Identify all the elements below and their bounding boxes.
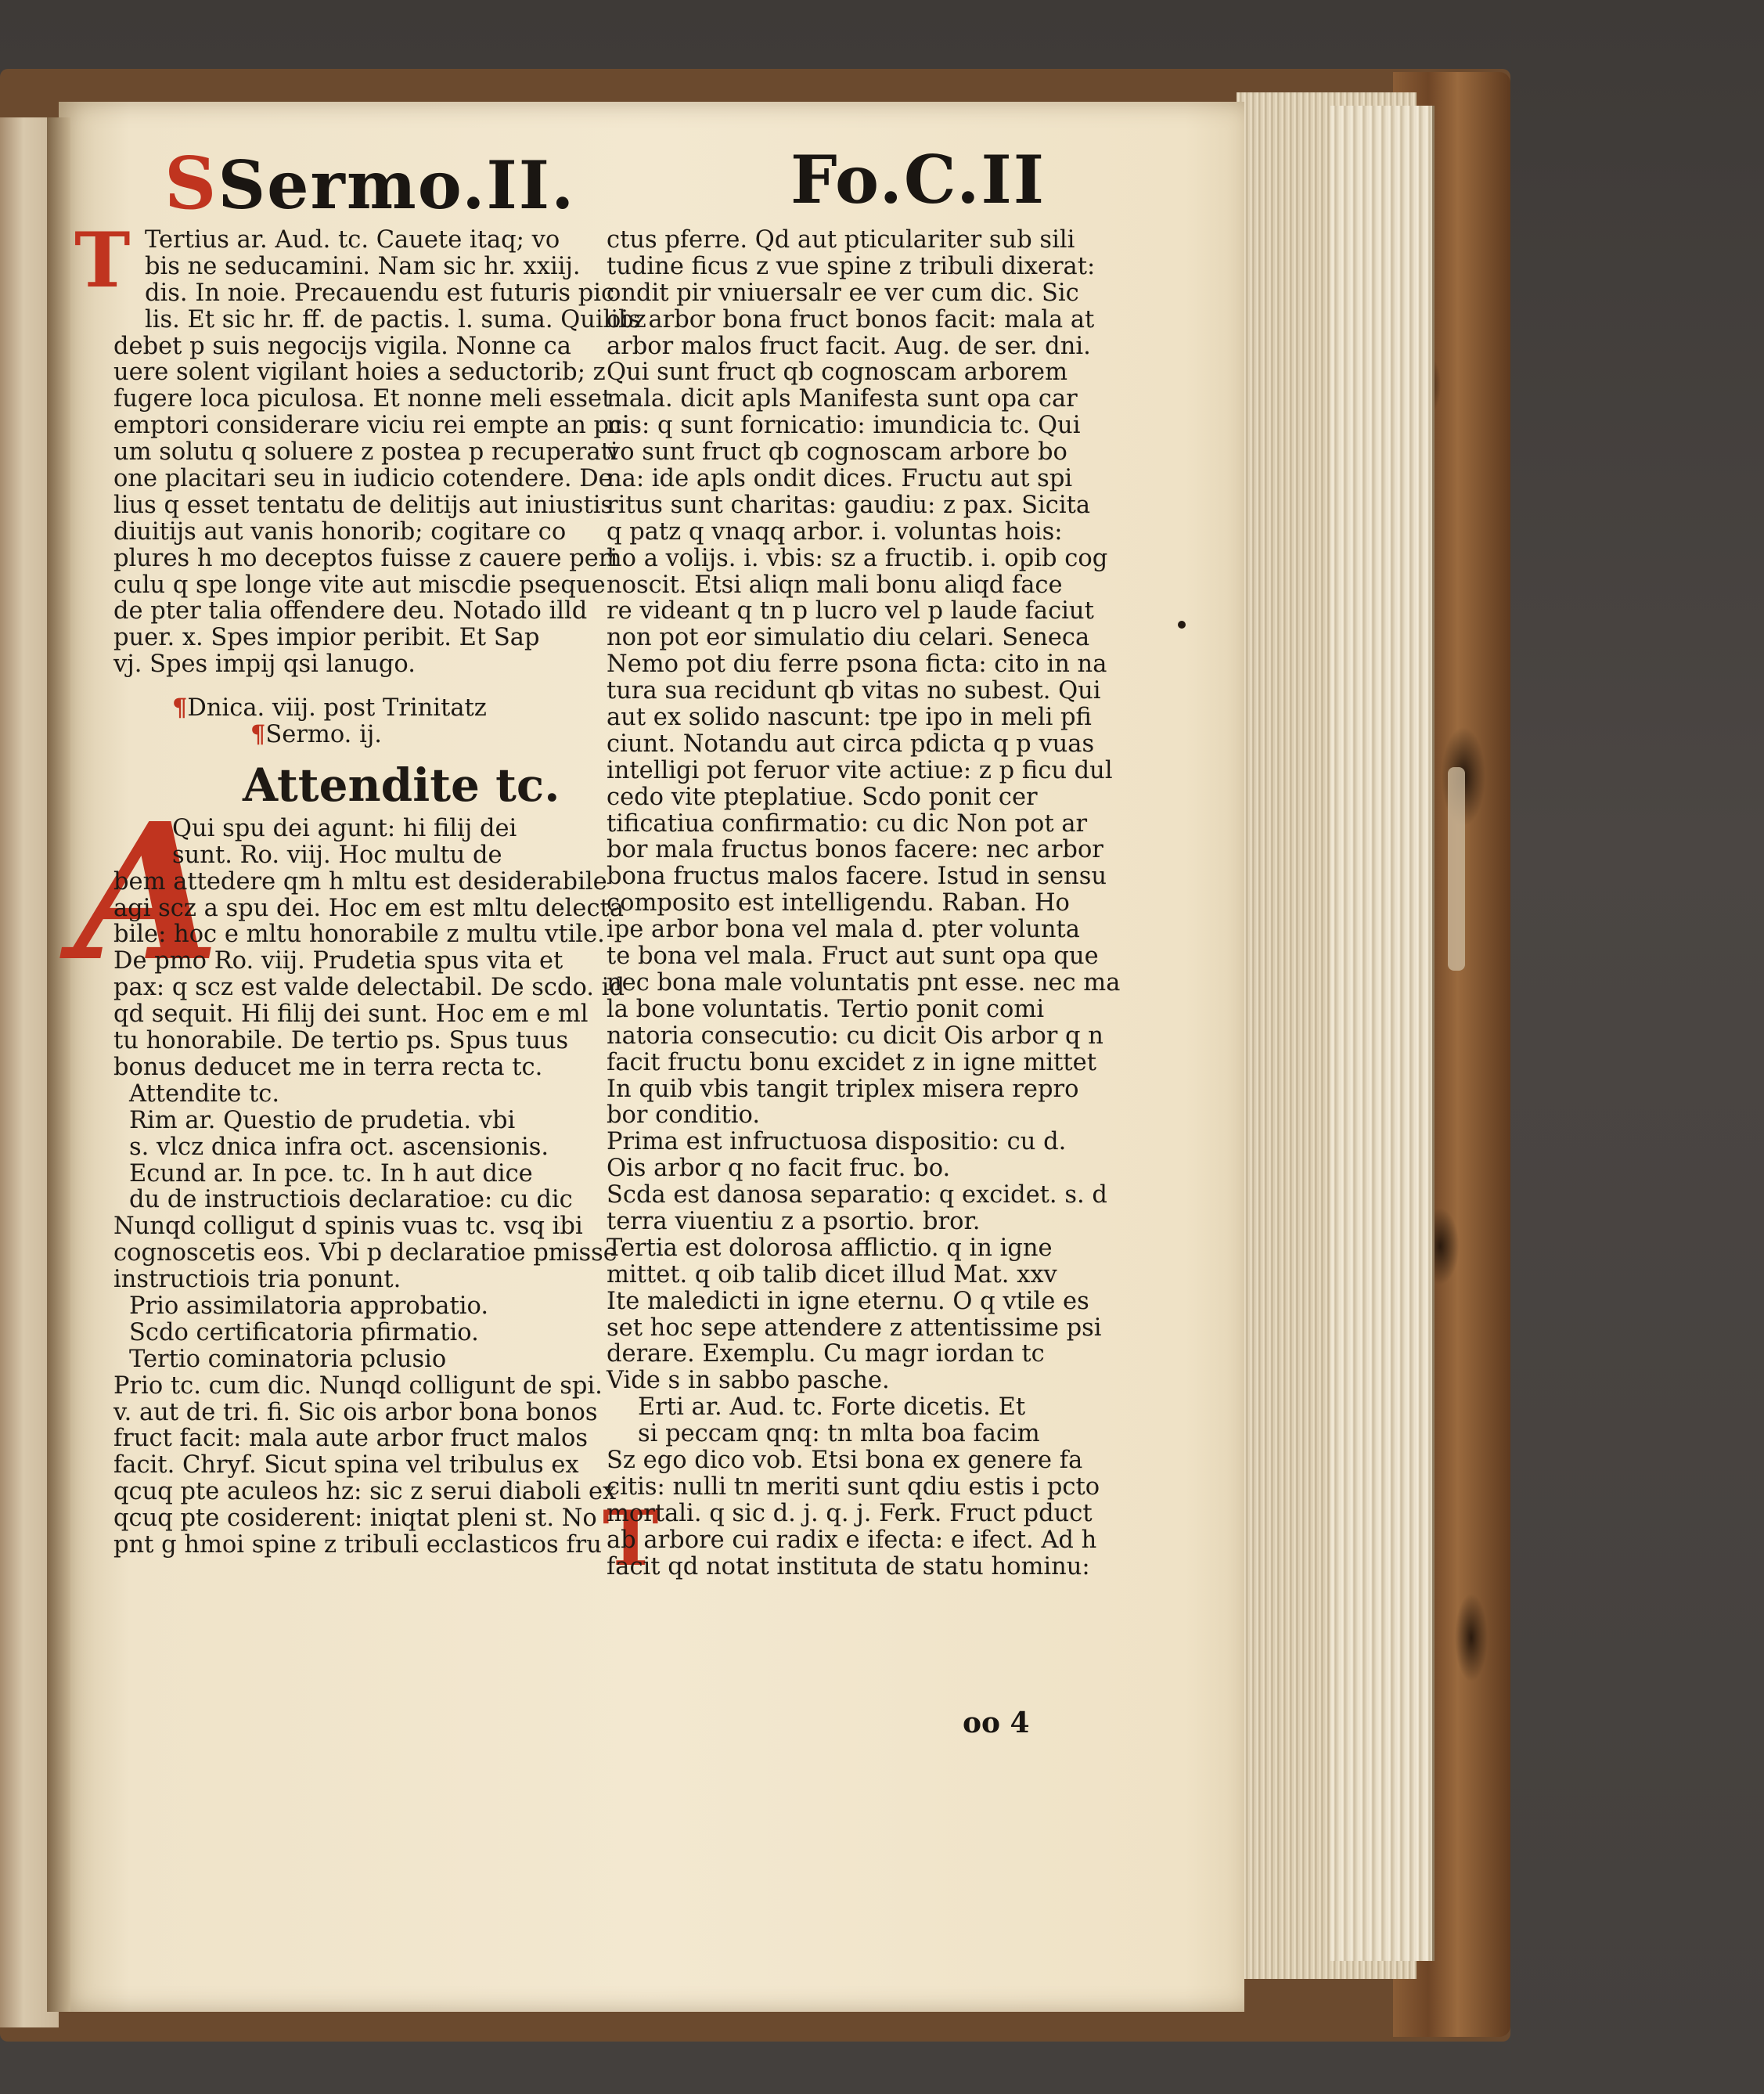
text-line: bile: hoc e mltu honorabile z multu vtile. [113,921,605,949]
text-line: plures h mo deceptos fuisse z cauere peri [113,544,618,572]
running-title: SSermo.II. [164,141,576,225]
text-line: de pter talia offendere deu. Notado illd [113,597,588,625]
text-line: ab arbore cui radix e ifecta: e ifect. Ad h [607,1526,1097,1554]
text-line: non pot eor simulatio diu celari. Seneca [607,624,1090,652]
text-line: intelligi pot feruor vite actiue: z p ficu dul [607,756,1113,784]
text-line: cognoscetis eos. Vbi p declaratioe pmisse [113,1239,617,1267]
text-line: set hoc sepe attendere z attentissime psi [607,1314,1102,1342]
text-line: natoria consecutio: cu dicit Ois arbor q n [607,1022,1103,1050]
text-line: Attendite tc. [129,1079,280,1108]
text-line: qcuq pte aculeos hz: sic z serui diaboli ex [113,1478,617,1506]
text-line: diuitijs aut vanis honorib; cogitare co [113,517,567,546]
text-line: Tertia est dolorosa afflictio. q in igne [607,1234,1053,1262]
drop-initial-t-right: T [603,1494,659,1583]
text-line: Nunqd colligut d spinis vuas tc. vsq ibi [113,1213,583,1241]
text-line: Vide s in sabbo pasche. [607,1367,890,1395]
text-line: mittet. q oib talib dicet illud Mat. xxv [607,1260,1057,1288]
text-line: emptori considerare viciu rei empte an pci [113,412,630,440]
text-line: ho a volijs. i. vbis: sz a fructib. i. opib cog [607,544,1108,572]
text-line: Sz ego dico vob. Etsi bona ex genere fa [607,1446,1083,1474]
text-line: ctus pferre. Qd aut pticulariter sub sili [607,226,1075,254]
text-line: tu honorabile. De tertio ps. Spus tuus [113,1027,569,1055]
text-line: bor conditio. [607,1101,761,1130]
text-line: culu q spe longe vite aut miscdie pseque [113,571,606,599]
text-line: tudine ficus z vue spine z tribuli dixerat: [607,252,1096,280]
text-line: facit qd notat instituta de statu hominu: [607,1552,1090,1580]
sermon-heading: ¶Sermo. ij. [250,720,382,749]
text-line: Rim ar. Questio de prudetia. vbi [129,1106,516,1134]
page-gutter [47,117,70,2012]
text-line: Ecund ar. In pce. tc. In h aut dice [129,1159,533,1188]
text-line: vo sunt fruct qb cognoscam arbore bo [607,438,1067,467]
signature-mark: oo 4 [963,1707,1030,1739]
text-line: aut ex solido nascunt: tpe ipo in meli pfi [607,704,1092,732]
text-line: ois arbor bona fruct bonos facit: mala at [607,305,1095,333]
text-line: v. aut de tri. fi. Sic ois arbor bona bonos [113,1398,598,1426]
text-line: vj. Spes impij qsi lanugo. [113,651,416,679]
text-line: noscit. Etsi aliqn mali bonu aliqd face [607,571,1063,599]
left-text-column [113,226,646,1559]
text-line: tura sua recidunt qb vitas no subest. Qui [607,677,1101,705]
page-stack-edges-outer [1330,106,1435,1961]
folio-label: Fo.C.II [790,141,1046,218]
running-title-text: Sermo.II. [218,146,576,224]
text-line: si peccam qnq: tn mlta boa facim [638,1420,1040,1448]
text-line: lius q esset tentatu de delitijs aut iniustis [113,491,614,519]
text-line: la bone voluntatis. Tertio ponit comi [607,995,1045,1023]
text-line: ondit pir vniuersalr ee ver cum dic. Sic [607,279,1079,307]
text-line: Prio tc. cum dic. Nunqd colligunt de spi. [113,1371,603,1400]
right-text-column [607,226,1121,1580]
text-line: mala. dicit apls Manifesta sunt opa car [607,385,1078,413]
drop-initial-t: T [74,216,131,305]
text-line: De pmo Ro. viij. Prudetia spus vita et [113,947,563,975]
text-line: na: ide apls ondit dices. Fructu aut spi [607,465,1073,493]
text-line: lis. Et sic hr. ff. de pactis. l. suma. Quilibz [145,305,646,333]
text-line: uere solent vigilant hoies a seductorib; z [113,359,606,387]
text-line: Tertio cominatoria pclusio [129,1345,447,1373]
left-column-sermon-text [113,226,646,679]
text-line: ipe arbor bona vel mala d. pter volunta [607,916,1080,944]
text-line: te bona vel mala. Fruct aut sunt opa que [607,942,1099,971]
text-line: Prio assimilatoria approbatio. [129,1292,489,1320]
left-column-sermon-body [113,814,625,1559]
text-line: du de instructiois declaratioe: cu dic [129,1186,573,1214]
text-line: agi scz a spu dei. Hoc em est mltu delecta [113,894,624,922]
text-line: one placitari seu in iudicio cotendere. De [113,465,613,493]
text-line: um solutu q soluere z postea p recuperati [113,438,618,467]
text-line: bonus deducet me in terra recta tc. [113,1053,543,1081]
text-line: nec bona male voluntatis pnt esse. nec ma [607,968,1121,997]
section-heading-text: Dnica. viij. post Trinitatz [187,694,487,723]
text-line: Tertius ar. Aud. tc. Cauete itaq; vo [145,226,560,254]
incipit: Attendite tc. [243,758,560,812]
text-line: terra viuentiu z a psortio. bror. [607,1207,981,1235]
text-line: Prima est infructuosa dispositio: cu d. [607,1128,1067,1156]
text-line: ritus sunt charitas: gaudiu: z pax. Sicita [607,491,1091,519]
text-line: Scda est danosa separatio: q excidet. s. d [607,1181,1107,1209]
text-line: pnt g hmoi spine z tribuli ecclasticos fru [113,1530,602,1559]
ink-spot [1178,621,1186,629]
text-line: Scdo certificatoria pfirmatio. [129,1318,479,1346]
text-line: derare. Exemplu. Cu magr iordan tc [607,1340,1045,1368]
text-line: Erti ar. Aud. tc. Forte dicetis. Et [638,1393,1026,1422]
text-line: bem attedere qm h mltu est desiderabile [113,867,607,896]
section-heading: ¶Dnica. viij. post Trinitatz [172,694,487,723]
text-line: qcuq pte cosiderent: iniqtat pleni st. No [113,1505,597,1533]
cover-clasp-remnant [1448,767,1465,971]
text-line: Qui sunt fruct qb cognoscam arborem [607,359,1067,387]
text-line: facit fructu bonu excidet z in igne mittet [607,1048,1096,1076]
sermon-heading-text: Sermo. ij. [265,721,382,749]
text-line: sunt. Ro. viij. Hoc multu de [172,841,502,869]
text-line: Nemo pot diu ferre psona ficta: cito in na [607,651,1107,679]
text-line: instructiois tria ponunt. [113,1266,401,1294]
text-line: facit. Chryf. Sicut spina vel tribulus ex [113,1451,579,1479]
text-line: q patz q vnaqq arbor. i. voluntas hois: [607,517,1063,546]
text-line: re videant q tn p lucro vel p laude faciut [607,597,1094,625]
text-line: debet p suis negocijs vigila. Nonne ca [113,332,571,360]
text-line: fugere loca piculosa. Et nonne meli esset [113,385,612,413]
text-line: Qui spu dei agunt: hi filij dei [172,814,517,842]
text-line: In quib vbis tangit triplex misera repro [607,1075,1079,1103]
text-line: arbor malos fruct facit. Aug. de ser. dni. [607,332,1091,360]
text-line: bona fructus malos facere. Istud in sensu [607,863,1107,891]
text-line: mortali. q sic d. j. q. j. Ferk. Fruct pduct [607,1499,1093,1527]
text-line: bor mala fructus bonos facere: nec arbor [607,836,1103,864]
text-line: puer. x. Spes impior peribit. Et Sap [113,624,540,652]
text-line: fruct facit: mala aute arbor fruct malos [113,1425,588,1453]
right-column-sermon-text [607,226,1121,1580]
text-line: Ite maledicti in igne eternu. O q vtile es [607,1287,1089,1315]
text-line: composito est intelligendu. Raban. Ho [607,889,1070,917]
text-line: nis: q sunt fornicatio: imundicia tc. Qui [607,412,1081,440]
text-line: citis: nulli tn meriti sunt qdiu estis i pcto [607,1472,1100,1501]
text-line: tificatiua confirmatio: cu dic Non pot ar [607,809,1088,838]
text-line: dis. In noie. Precauendu est futuris pic [145,279,615,307]
drop-initial-a: A [74,782,221,1003]
text-line: Ois arbor q no facit fruc. bo. [607,1155,951,1183]
text-line: qd sequit. Hi filij dei sunt. Hoc em e ml [113,1000,589,1029]
text-line: bis ne seducamini. Nam sic hr. xxiij. [145,252,581,280]
text-line: cedo vite pteplatiue. Scdo ponit cer [607,783,1038,811]
text-line: s. vlcz dnica infra oct. ascensionis. [129,1133,549,1161]
text-line: ciunt. Notandu aut circa pdicta q p vuas [607,730,1095,758]
text-line: pax: q scz est valde delectabil. De scdo. id [113,974,625,1002]
